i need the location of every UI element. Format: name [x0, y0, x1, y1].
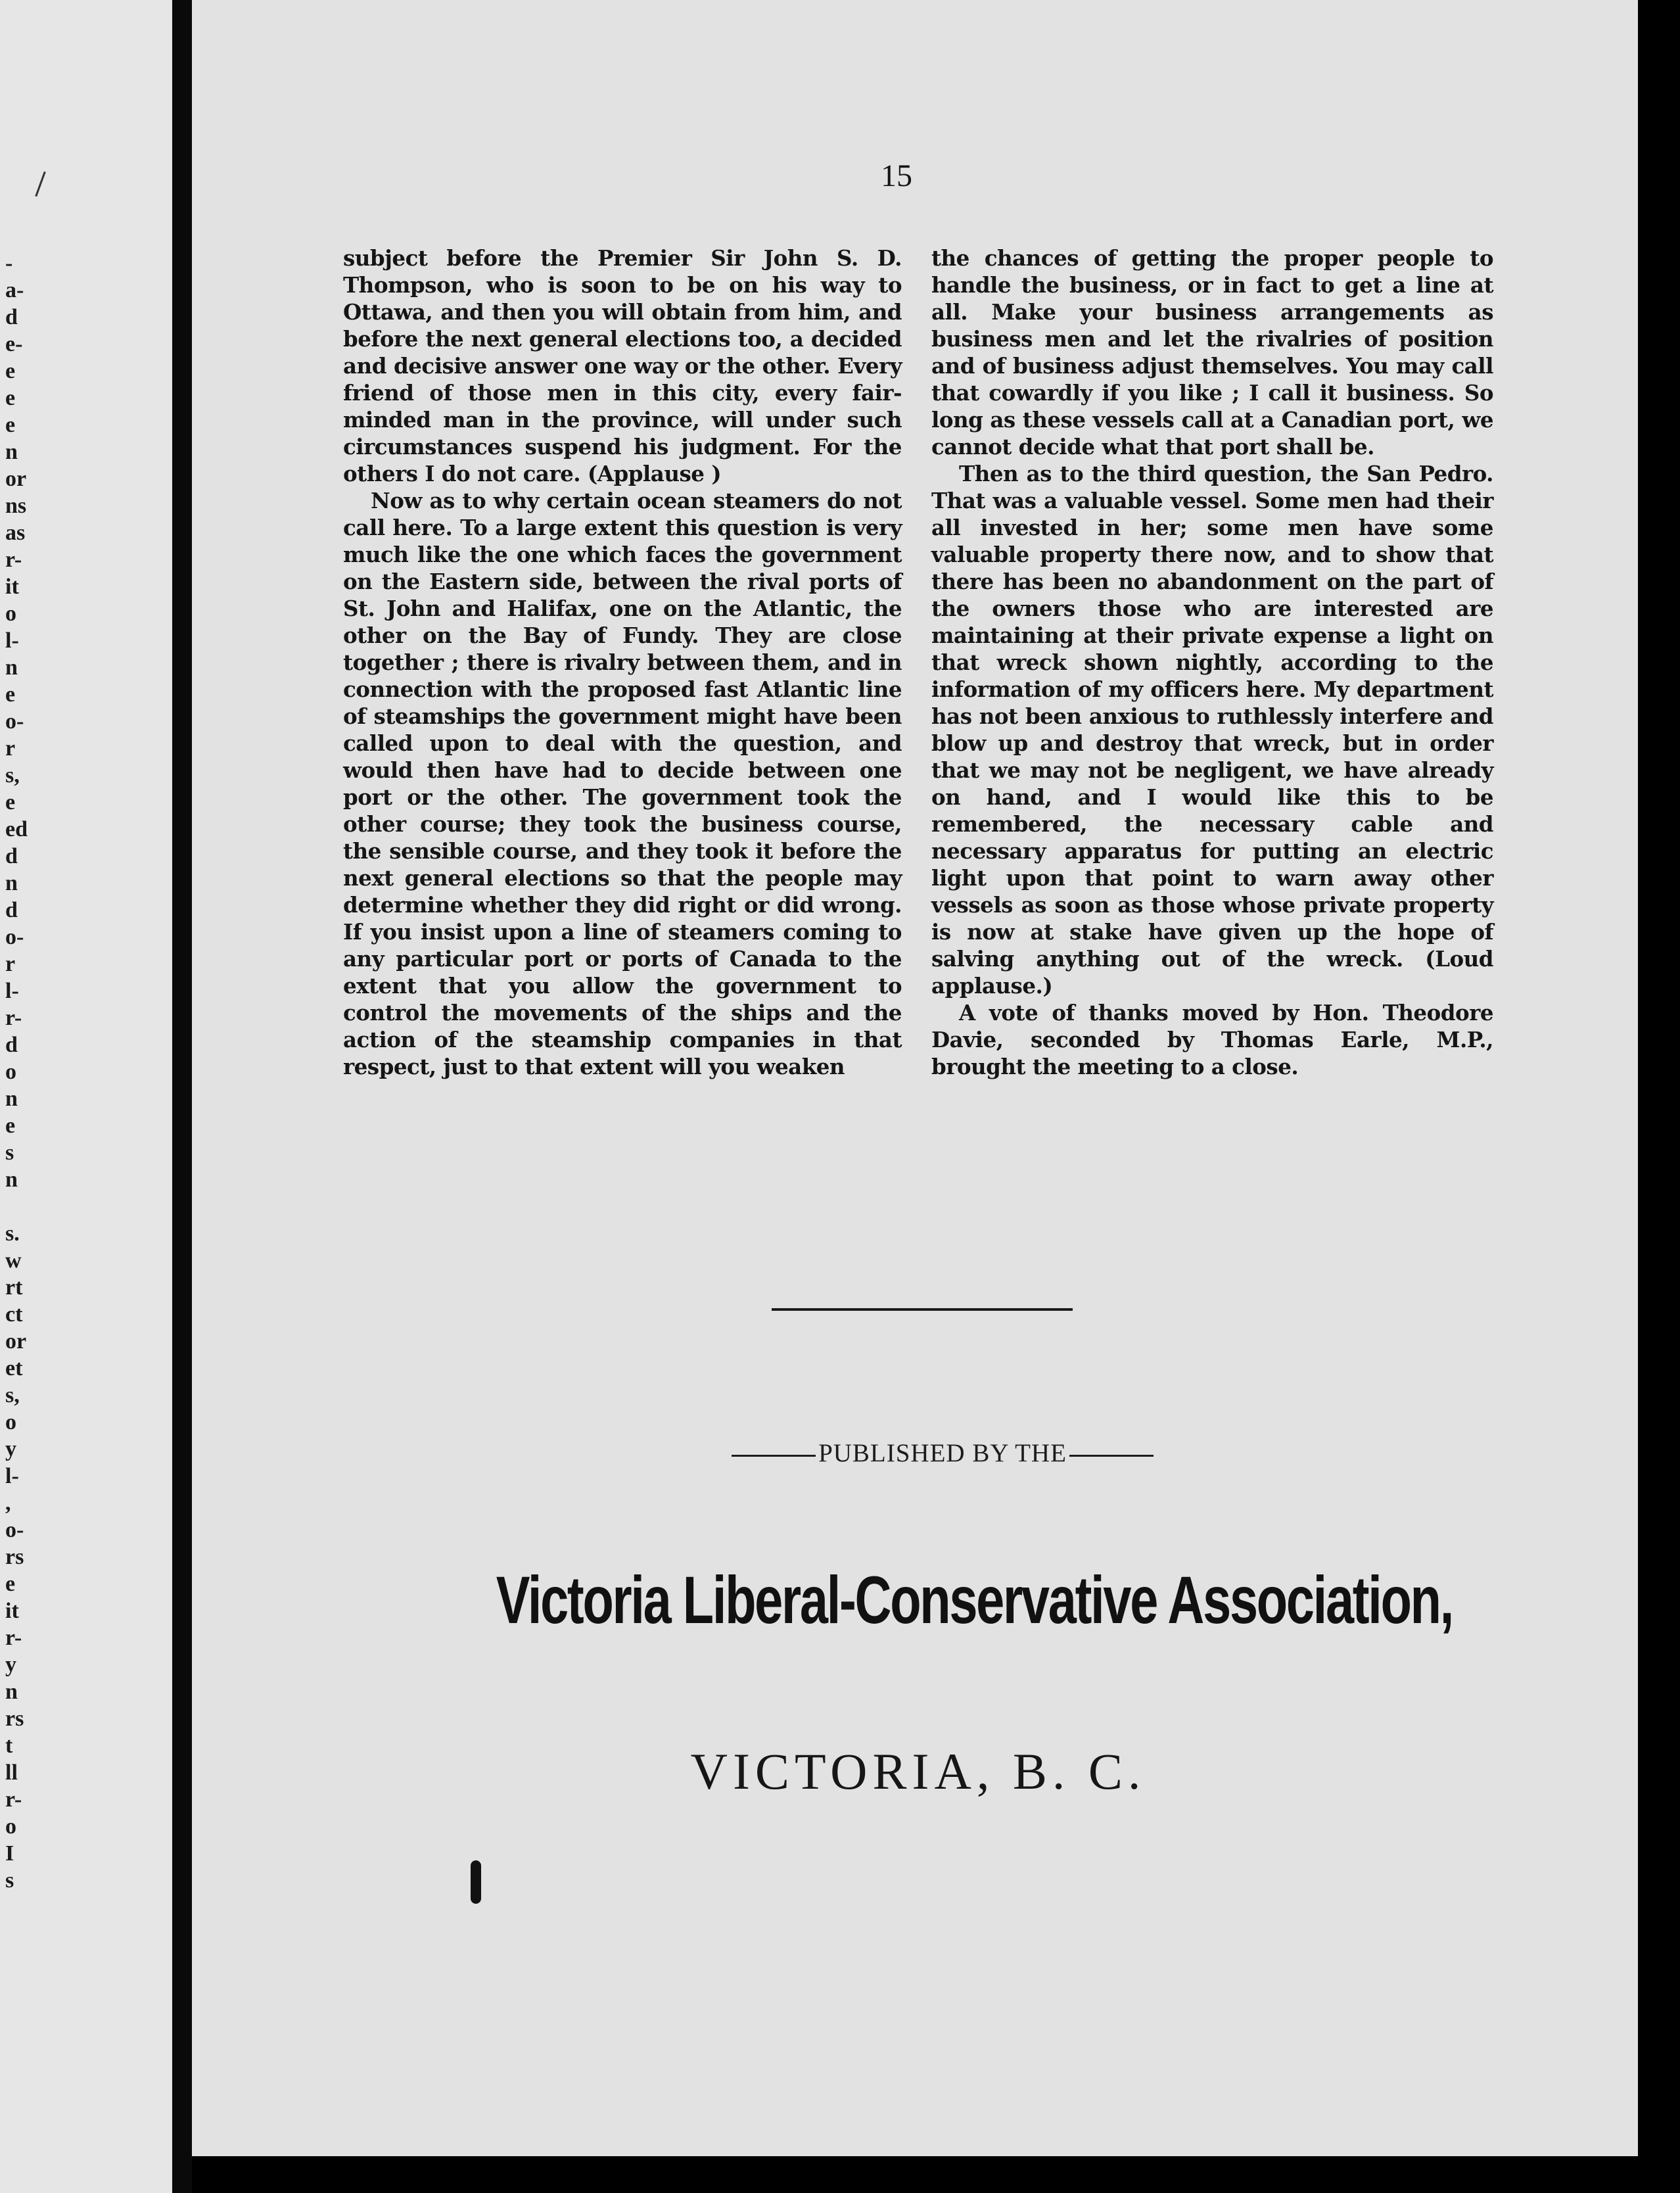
- published-by-text: PUBLISHED BY THE: [818, 1439, 1067, 1467]
- fragment-text: r-: [5, 1626, 22, 1650]
- fragment-text: et: [5, 1356, 23, 1380]
- fragment-text: s: [5, 1141, 14, 1165]
- fragment-text: r-: [5, 548, 22, 572]
- document-page: [192, 0, 1638, 2156]
- fragment-text: l-: [5, 628, 19, 653]
- adjacent-page-text: [5, 250, 28, 1894]
- paragraph: subject before the Premier Sir John S. D. Thompson, who is soon to be on his way to Ottawa, and then you will obtain from him, and before the next general elections too, a decided and decisive answer one way or the other. Every friend of those men in this city, every fair-minded man in the province, will under such circumstances suspend his judgment. For the others I do not care. (Applause ): [343, 245, 902, 486]
- fragment-text: l-: [5, 1464, 19, 1488]
- fragment-text: or: [5, 467, 27, 491]
- fragment-text: e: [5, 682, 16, 707]
- fragment-text: rs: [5, 1707, 24, 1731]
- fragment-text: n: [5, 1680, 18, 1704]
- rule-left: [732, 1455, 816, 1457]
- published-by-line: [706, 1438, 1179, 1468]
- fragment-text: o: [5, 1060, 16, 1084]
- right-text-column: [931, 245, 1493, 1080]
- rule-right: [1069, 1455, 1154, 1457]
- fragment-text: it: [5, 1599, 19, 1623]
- fragment-text: r: [5, 736, 16, 761]
- fragment-text: r-: [5, 1006, 22, 1030]
- fragment-text: it: [5, 575, 19, 599]
- page-number: 15: [881, 158, 912, 193]
- association-name: Victoria Liberal-Conservative Association,: [496, 1563, 1453, 1638]
- fragment-text: e: [5, 1572, 16, 1596]
- fragment-text: y: [5, 1653, 16, 1677]
- fragment-text: t: [5, 1733, 13, 1758]
- paragraph: the chances of getting the proper people to handle the business, or in fact to get a line at all. Make your business arrangements as business men and let the rivalries of position and of business adjust themselves. You may call that cowardly if you like ; I call it business. So long as these vessels call at a Canadian port, we cannot decide what that port shall be.: [931, 245, 1493, 460]
- fragment-text: e-: [5, 332, 23, 356]
- fragment-text: rs: [5, 1545, 24, 1569]
- left-text-column: [343, 245, 902, 1080]
- fragment-text: l-: [5, 979, 19, 1003]
- fragment-text: ,: [5, 1491, 11, 1515]
- fragment-text: e: [5, 1114, 16, 1138]
- fragment-text: rt: [5, 1275, 23, 1300]
- fragment-text: o: [5, 1814, 16, 1839]
- fragment-text: e: [5, 790, 16, 814]
- city-line: VICTORIA, B. C.: [690, 1743, 1146, 1800]
- fragment-text: s.: [5, 1221, 20, 1246]
- fragment-text: n: [5, 871, 18, 895]
- fragment-text: o: [5, 1410, 16, 1434]
- ink-blot: [471, 1860, 481, 1904]
- adjacent-page-fragment: [0, 0, 172, 2193]
- fragment-text: as: [5, 521, 26, 545]
- fragment-text: y: [5, 1437, 16, 1461]
- ink-mark: [35, 172, 45, 197]
- fragment-text: w: [5, 1248, 22, 1273]
- fragment-text: o-: [5, 709, 24, 734]
- fragment-text: o-: [5, 925, 24, 949]
- fragment-text: n: [5, 440, 18, 464]
- fragment-text: d: [5, 898, 18, 922]
- fragment-text: ed: [5, 817, 28, 841]
- fragment-text: or: [5, 1329, 27, 1354]
- paragraph: A vote of thanks moved by Hon. Theodore Davie, seconded by Thomas Earle, M.P., brought the meeting to a close.: [931, 1000, 1493, 1079]
- fragment-text: n: [5, 1087, 18, 1111]
- fragment-text: s: [5, 1868, 14, 1893]
- fragment-text: I: [5, 1841, 14, 1866]
- section-divider: [772, 1308, 1073, 1311]
- fragment-text: s,: [5, 1383, 20, 1407]
- scan-border: [192, 2156, 1680, 2193]
- fragment-text: s,: [5, 763, 20, 788]
- fragment-text: d: [5, 1033, 18, 1057]
- fragment-text: n: [5, 655, 18, 680]
- fragment-text: d: [5, 305, 18, 329]
- fragment-text: e: [5, 386, 16, 410]
- fragment-text: r: [5, 952, 16, 976]
- fragment-text: e: [5, 359, 16, 383]
- fragment-text: -: [5, 251, 13, 275]
- fragment-text: n: [5, 1167, 18, 1192]
- fragment-text: a-: [5, 278, 24, 302]
- fragment-text: [5, 1193, 25, 1220]
- fragment-text: o-: [5, 1518, 24, 1542]
- fragment-text: e: [5, 413, 16, 437]
- fragment-text: ns: [5, 494, 27, 518]
- paragraph: Now as to why certain ocean steamers do not call here. To a large extent this question is very much like the one which faces the government on the Eastern side, between the rival ports of St. John and Halifax, one on the Atlantic, the other on the Bay of Fundy. They are close together ; there is rivalry between them, and in connection with the proposed fast Atlantic line of steamships the government might have been called upon to deal with the question, and would then have had to decide between one port or the other. The government took the other course; they took the business course, the sensible course, and they took it before the next general elections so that the people may determine whether they did right or did wrong. If you insist upon a line of steamers coming to any particular port or ports of Canada to the extent that you allow the government to control the movements of the ships and the action of the steamship companies in that respect, just to that extent will you weaken: [343, 488, 902, 1079]
- fragment-text: r-: [5, 1787, 22, 1812]
- paragraph: Then as to the third question, the San Pedro. That was a valuable vessel. Some men had their all invested in her; some men have some valuable property there now, and to show that there has been no abandonment on the part of the owners those who are interested are maintaining at their private expense a light on that wreck shown nightly, according to the information of my officers here. My department has not been anxious to ruthlessly interfere and blow up and destroy that wreck, but in order that we may not be negligent, we have already on hand, and I would like this to be remembered, the necessary cable and necessary apparatus for putting an electric light upon that point to warn away other vessels as soon as those whose private property is now at stake have given up the hope of salving anything out of the wreck. (Loud applause.): [931, 461, 1493, 999]
- fragment-text: ct: [5, 1302, 23, 1327]
- fragment-text: o: [5, 601, 16, 626]
- book-gutter: [172, 0, 192, 2193]
- fragment-text: ll: [5, 1760, 18, 1785]
- fragment-text: d: [5, 844, 18, 868]
